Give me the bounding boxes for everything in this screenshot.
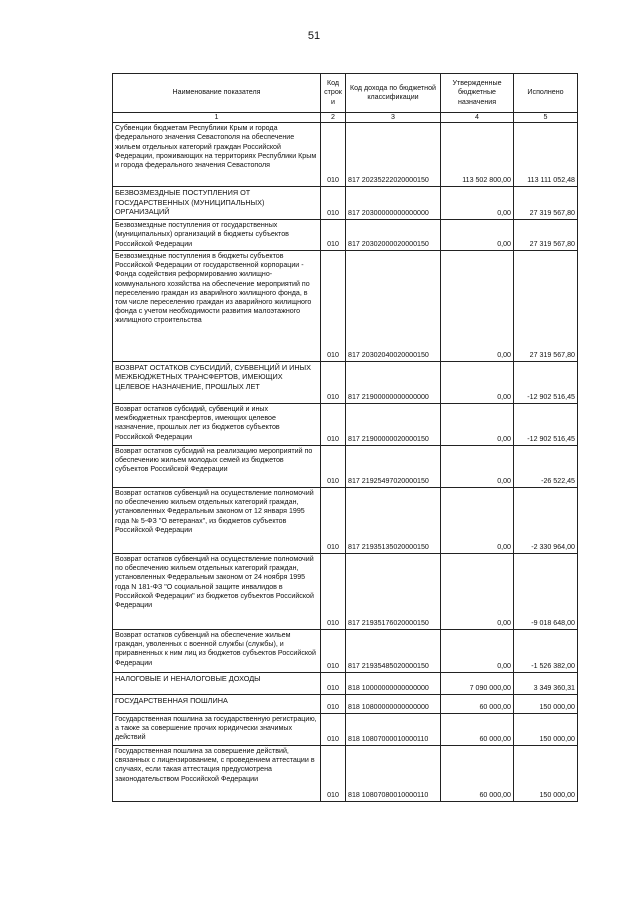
row-income-code: 818 10000000000000000 <box>346 672 441 694</box>
row-line-code: 010 <box>321 445 346 487</box>
header-executed: Исполнено <box>514 74 578 113</box>
row-income-code: 817 20235222020000150 <box>346 123 441 187</box>
table-row <box>113 629 578 672</box>
row-executed: -2 330 964,00 <box>514 487 578 553</box>
row-name: Возврат остатков субвенций на осуществление полномочий по обеспечению жильем отдельных категорий граждан, установленных Федеральным законом от 12 января 1995 года № 5-ФЗ "О ветеранах", из бюджетов субъектов Российской Федерации <box>113 487 321 553</box>
column-number: 4 <box>441 113 514 123</box>
row-approved: 60 000,00 <box>441 694 514 713</box>
row-executed: 27 319 567,80 <box>514 220 578 251</box>
table-row <box>113 745 578 801</box>
header-income-code: Код дохода по бюджетной классификации <box>346 74 441 113</box>
budget-execution-table <box>112 73 578 802</box>
row-name: НАЛОГОВЫЕ И НЕНАЛОГОВЫЕ ДОХОДЫ <box>113 672 321 694</box>
row-line-code: 010 <box>321 672 346 694</box>
table-header-row <box>113 74 578 113</box>
column-number: 3 <box>346 113 441 123</box>
row-name: Государственная пошлина за совершение действий, связанных с лицензированием, с проведением аттестации в случаях, если такая аттестация предусмотрена законодательством Российской Федерации <box>113 745 321 801</box>
row-line-code: 010 <box>321 250 346 361</box>
row-income-code: 817 21900000020000150 <box>346 403 441 445</box>
table-row <box>113 487 578 553</box>
row-income-code: 817 21935485020000150 <box>346 629 441 672</box>
row-name: Субвенции бюджетам Республики Крым и города федерального значения Севастополя на обеспечение жильем отдельных категорий граждан Российской Федерации, проживающих на территориях Республики Крым и города федерального значения Севастополя <box>113 123 321 187</box>
header-approved: Утвержденные бюджетные назначения <box>441 74 514 113</box>
table-row <box>113 220 578 251</box>
row-executed: -12 902 516,45 <box>514 403 578 445</box>
table-row <box>113 553 578 629</box>
row-executed: 3 349 360,31 <box>514 672 578 694</box>
row-executed: -1 526 382,00 <box>514 629 578 672</box>
table-row <box>113 361 578 403</box>
row-line-code: 010 <box>321 629 346 672</box>
row-line-code: 010 <box>321 487 346 553</box>
row-name: ВОЗВРАТ ОСТАТКОВ СУБСИДИЙ, СУБВЕНЦИЙ И ИНЫХ МЕЖБЮДЖЕТНЫХ ТРАНСФЕРТОВ, ИМЕЮЩИХ ЦЕЛЕВОЕ НАЗНАЧЕНИЕ, ПРОШЛЫХ ЛЕТ <box>113 361 321 403</box>
column-number: 1 <box>113 113 321 123</box>
header-name: Наименование показателя <box>113 74 321 113</box>
row-name: Возврат остатков субсидий, субвенций и иных межбюджетных трансфертов, имеющих целевое назначение, прошлых лет из бюджетов субъектов Российской Федерации <box>113 403 321 445</box>
row-executed: -12 902 516,45 <box>514 361 578 403</box>
row-executed: -26 522,45 <box>514 445 578 487</box>
row-line-code: 010 <box>321 713 346 745</box>
row-approved: 113 502 800,00 <box>441 123 514 187</box>
row-income-code: 818 10807080010000110 <box>346 745 441 801</box>
row-executed: 27 319 567,80 <box>514 250 578 361</box>
table-row <box>113 694 578 713</box>
row-executed: 113 111 052,48 <box>514 123 578 187</box>
row-executed: 27 319 567,80 <box>514 187 578 220</box>
row-line-code: 010 <box>321 745 346 801</box>
row-approved: 0,00 <box>441 250 514 361</box>
table-row <box>113 250 578 361</box>
column-number: 2 <box>321 113 346 123</box>
row-name: Возврат остатков субвенций на осуществление полномочий по обеспечению жильем отдельных категорий граждан, установленных Федеральным законом от 24 ноября 1995 года N 181-ФЗ "О социальной защите инвалидов в Российской Федерации" из бюджетов субъектов Российской Федерации <box>113 553 321 629</box>
row-approved: 0,00 <box>441 445 514 487</box>
row-income-code: 817 21925497020000150 <box>346 445 441 487</box>
table-row <box>113 403 578 445</box>
row-income-code: 818 10800000000000000 <box>346 694 441 713</box>
row-income-code: 817 20302040020000150 <box>346 250 441 361</box>
row-approved: 0,00 <box>441 487 514 553</box>
column-number-row <box>113 113 578 123</box>
row-approved: 0,00 <box>441 220 514 251</box>
column-number: 5 <box>514 113 578 123</box>
table-row <box>113 713 578 745</box>
row-name: Возврат остатков субвенций на обеспечение жильем граждан, уволенных с военной службы (службы), и приравненных к ним лиц из бюджетов субъектов Российской Федерации <box>113 629 321 672</box>
row-income-code: 817 20300000000000000 <box>346 187 441 220</box>
row-executed: 150 000,00 <box>514 745 578 801</box>
row-line-code: 010 <box>321 403 346 445</box>
row-name: Возврат остатков субсидий на реализацию мероприятий по обеспечению жильем молодых семей из бюджетов субъектов Российской Федерации <box>113 445 321 487</box>
row-executed: 150 000,00 <box>514 713 578 745</box>
table-row <box>113 123 578 187</box>
row-income-code: 818 10807000010000110 <box>346 713 441 745</box>
page-number: 51 <box>307 30 321 42</box>
row-approved: 60 000,00 <box>441 745 514 801</box>
row-approved: 0,00 <box>441 187 514 220</box>
row-income-code: 817 21900000000000000 <box>346 361 441 403</box>
row-approved: 0,00 <box>441 553 514 629</box>
row-income-code: 817 21935135020000150 <box>346 487 441 553</box>
row-income-code: 817 21935176020000150 <box>346 553 441 629</box>
row-line-code: 010 <box>321 123 346 187</box>
table-row <box>113 187 578 220</box>
row-approved: 0,00 <box>441 361 514 403</box>
row-name: Государственная пошлина за государственную регистрацию, а также за совершение прочих юридически значимых действий <box>113 713 321 745</box>
row-executed: 150 000,00 <box>514 694 578 713</box>
row-line-code: 010 <box>321 553 346 629</box>
header-line-code: Код строки <box>321 74 346 113</box>
row-line-code: 010 <box>321 187 346 220</box>
row-name: Безвозмездные поступления в бюджеты субъектов Российской Федерации от государственной корпорации - Фонда содействия реформированию жилищно-коммунального хозяйства на обеспечение мероприятий по переселению граждан из аварийного жилищного фонда, в том числе переселению граждан из аварийного жилищного фонда с учетом необходимости развития малоэтажного жилищного строительства <box>113 250 321 361</box>
row-line-code: 010 <box>321 220 346 251</box>
row-approved: 0,00 <box>441 629 514 672</box>
table-row <box>113 445 578 487</box>
row-income-code: 817 20302000020000150 <box>346 220 441 251</box>
row-line-code: 010 <box>321 694 346 713</box>
row-line-code: 010 <box>321 361 346 403</box>
row-name: Безвозмездные поступления от государственных (муниципальных) организаций в бюджеты субъектов Российской Федерации <box>113 220 321 251</box>
row-approved: 60 000,00 <box>441 713 514 745</box>
row-executed: -9 018 648,00 <box>514 553 578 629</box>
row-name: БЕЗВОЗМЕЗДНЫЕ ПОСТУПЛЕНИЯ ОТ ГОСУДАРСТВЕННЫХ (МУНИЦИПАЛЬНЫХ) ОРГАНИЗАЦИЙ <box>113 187 321 220</box>
table-row <box>113 672 578 694</box>
row-approved: 0,00 <box>441 403 514 445</box>
row-name: ГОСУДАРСТВЕННАЯ ПОШЛИНА <box>113 694 321 713</box>
row-approved: 7 090 000,00 <box>441 672 514 694</box>
